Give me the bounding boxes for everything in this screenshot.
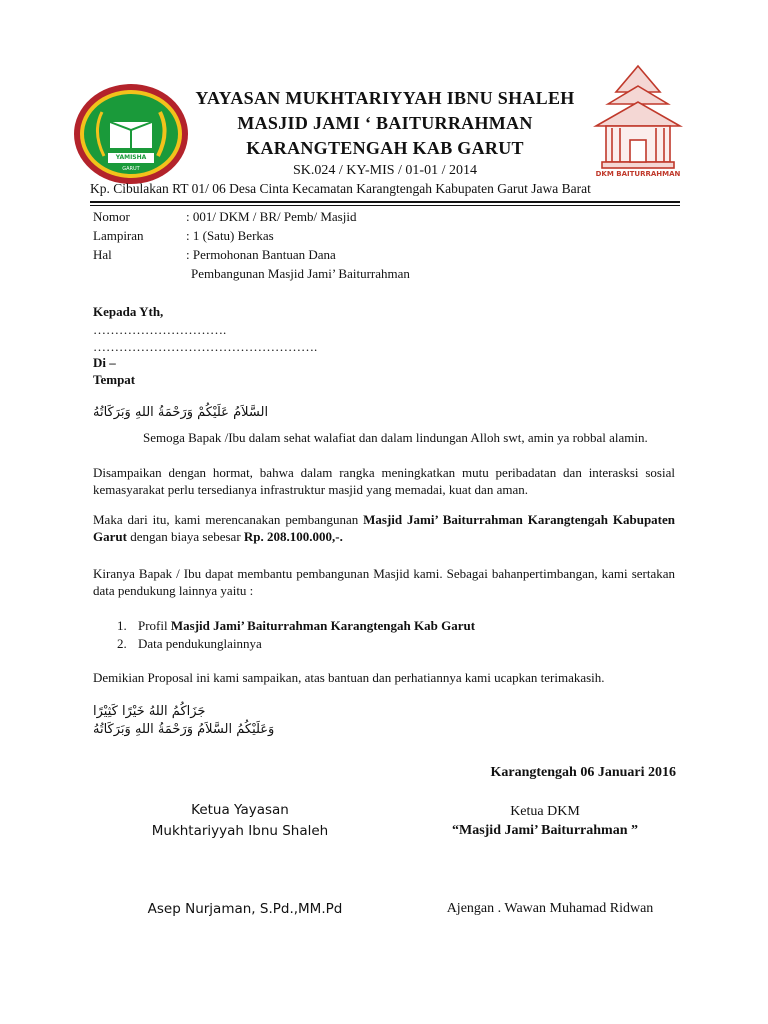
right-signer-title-2: “Masjid Jami’ Baiturrahman ” xyxy=(451,823,638,838)
meta-value-lampiran: : 1 (Satu) Berkas xyxy=(186,228,274,243)
paragraph-2: Disampaikan dengan hormat, bahwa dalam rangka meningkatkan mutu peribadatan dan interasksi sosial kemasyarakat perlu tersedianya infrastruktur masjid yang memadai, kuat dan aman. xyxy=(93,465,675,497)
list-item xyxy=(117,617,617,635)
logo-left-sub: GARUT xyxy=(122,166,140,172)
list-pre: Data pendukunglainnya xyxy=(138,636,262,651)
paragraph-4: Kiranya Bapak / Ibu dapat membantu pembangunan Masjid kami. Sebagai bahanpertimbangan, kami sertakan data pendukung lainnya yaitu : xyxy=(93,566,675,598)
right-signer-name: Ajengan . Wawan Muhamad Ridwan xyxy=(446,901,654,916)
p3-part-d: Rp. 208.100.000,-. xyxy=(243,529,343,544)
list-pre: Profil xyxy=(138,618,171,633)
recipient-di: Di – xyxy=(93,355,116,370)
address: Kp. Cibulakan RT 01/ 06 Desa Cinta Kecamatan Karangtengah Kabupaten Garut Jawa Barat xyxy=(90,181,591,196)
p3-part-b: Masjid Jami’ Baiturrahman Karangtengah Kabupaten Garut xyxy=(93,512,675,544)
paragraph-3 xyxy=(93,511,675,545)
right-signer-title-1: Ketua DKM xyxy=(510,804,580,819)
logo-right-text: DKM BAITURRAHMAN xyxy=(595,170,681,178)
left-signer-name: Asep Nurjaman, S.Pd.,MM.Pd xyxy=(147,901,343,917)
meta-block xyxy=(93,208,493,284)
meta-label-lampiran: Lampiran xyxy=(93,228,144,243)
p3-part-c: dengan biaya sebesar xyxy=(126,529,244,544)
header-rule xyxy=(90,201,680,203)
meta-value-nomor: : 001/ DKM / BR/ Pemb/ Masjid xyxy=(186,209,357,224)
header-line3: KARANGTENGAH KAB GARUT xyxy=(246,138,524,158)
list-num: 1. xyxy=(117,618,127,633)
header-line1: YAYASAN MUKHTARIYYAH IBNU SHALEH xyxy=(195,88,575,108)
sk-number: SK.024 / KY-MIS / 01-01 / 2014 xyxy=(293,163,477,178)
list-item xyxy=(117,635,617,653)
list-num: 2. xyxy=(117,636,127,651)
kepada: Kepada Yth, xyxy=(93,304,164,319)
header-rule-thin xyxy=(90,205,680,206)
left-signer-title-1: Ketua Yayasan xyxy=(191,802,289,818)
recipient-dots-2: ……………………………………………. xyxy=(93,339,318,354)
p3-part-a: Maka dari itu, kami merencanakan pembangunan xyxy=(93,512,364,527)
closing-arabic-2: وَعَلَيْكُمُ السَّلاَمُ وَرَحْمَةُ اللهِ وَبَرَكَاتُهُ xyxy=(93,722,275,737)
recipient-tempat: Tempat xyxy=(93,372,136,387)
logo-left-text: YAMISHA xyxy=(115,154,147,161)
letter-date: Karangtengah 06 Januari 2016 xyxy=(490,765,676,780)
header-line2: MASJID JAMI ‘ BAITURRAHMAN xyxy=(237,113,533,133)
recipient-dots-1: …………………………. xyxy=(93,322,227,337)
dkm-logo xyxy=(588,62,688,186)
paragraph-1 xyxy=(93,429,675,446)
meta-value-hal: : Permohonan Bantuan Dana xyxy=(186,247,336,262)
paragraph-1-text: Semoga Bapak /Ibu dalam sehat walafiat dan dalam lindungan Alloh swt, amin ya robbal alamin. xyxy=(143,430,648,445)
meta-label-nomor: Nomor xyxy=(93,209,130,224)
meta-hal-continued: Pembangunan Masjid Jami’ Baiturrahman xyxy=(191,266,410,281)
meta-label-hal: Hal xyxy=(93,247,112,262)
closing-arabic-1: جَزَاكُمُ اللهُ خَيْرًا كَثِيْرًا xyxy=(93,704,206,719)
list-bold: Masjid Jami’ Baiturrahman Karangtengah Kab Garut xyxy=(170,618,476,633)
left-signer-title-2: Mukhtariyyah Ibnu Shaleh xyxy=(151,823,329,839)
salam-arabic: السَّلاَمُ عَلَيْكُمْ وَرَحْمَةُ اللهِ وَبَرَكَاتُهُ xyxy=(93,405,269,420)
list xyxy=(117,617,617,653)
paragraph-5: Demikian Proposal ini kami sampaikan, atas bantuan dan perhatiannya kami ucapkan terimakasih. xyxy=(93,670,605,685)
